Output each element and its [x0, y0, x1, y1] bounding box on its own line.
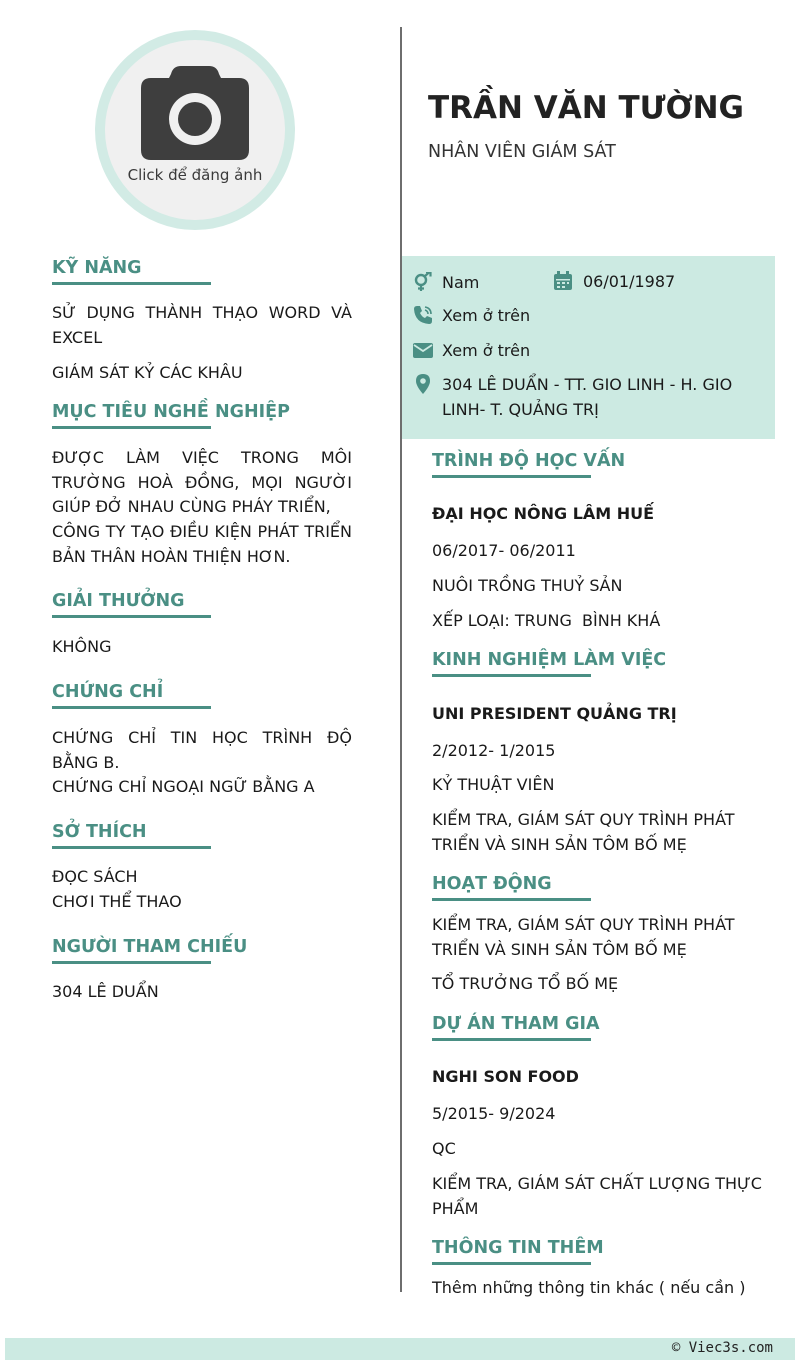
- objective-text: CÔNG TY TẠO ĐIỀU KIỆN PHÁT TRIỂN BẢN THÂN HOÀN THIỆN HƠN.: [52, 522, 352, 566]
- skill-item: SỬ DỤNG THÀNH THẠO WORD VÀ EXCEL: [52, 303, 352, 347]
- candidate-name: TRẦN VĂN TƯỜNG: [428, 90, 744, 126]
- objective-title: MỤC TIÊU NGHỀ NGHIỆP: [52, 402, 211, 429]
- avatar-upload[interactable]: [95, 30, 295, 230]
- education-title: TRÌNH ĐỘ HỌC VẤN: [432, 451, 591, 478]
- hobby-item: ĐỌC SÁCH: [52, 867, 138, 886]
- objective-text: ĐƯỢC LÀM VIỆC TRONG MÔI TRƯỜNG HOÀ ĐỒNG, MỌI NGƯỜI GIÚP ĐỞ NHAU CÙNG PHÁY TRIỂN,: [52, 448, 352, 516]
- contact-panel: [402, 256, 775, 439]
- hobby-item: CHƠI THỂ THAO: [52, 892, 182, 911]
- experience-role: KỶ THUẬT VIÊN: [432, 775, 555, 794]
- calendar-icon: [553, 271, 573, 291]
- references-title: NGƯỜI THAM CHIẾU: [52, 937, 211, 964]
- birthdate-value: 06/01/1987: [583, 272, 676, 291]
- education-major: NUÔI TRỒNG THUỶ SẢN: [432, 576, 623, 595]
- camera-icon: [141, 66, 249, 160]
- project-period: 5/2015- 9/2024: [432, 1104, 556, 1123]
- activities-title: HOẠT ĐỘNG: [432, 874, 591, 901]
- phone-value: Xem ở trên: [442, 306, 531, 325]
- experience-desc: KIỂM TRA, GIÁM SÁT QUY TRÌNH PHÁT TRIỂN VÀ SINH SẢN TÔM BỐ MẸ: [432, 810, 735, 854]
- projects-title: DỰ ÁN THAM GIA: [432, 1014, 591, 1041]
- phone-icon: [413, 305, 433, 325]
- activities-role: TỔ TRƯỞNG TỔ BỐ MẸ: [432, 974, 619, 993]
- certificate-item: CHỨNG CHỈ NGOẠI NGỮ BẰNG A: [52, 777, 315, 796]
- education-grade: XẾP LOẠI: TRUNG BÌNH KHÁ: [432, 611, 661, 630]
- avatar-upload-label: Click để đăng ảnh: [127, 166, 263, 184]
- awards-text: KHÔNG: [52, 637, 112, 656]
- hobbies-title: SỞ THÍCH: [52, 822, 211, 849]
- skills-title: KỸ NĂNG: [52, 258, 211, 285]
- experience-period: 2/2012- 1/2015: [432, 741, 556, 760]
- address-value: 304 LÊ DUẨN - TT. GIO LINH - H. GIO LINH- T. QUẢNG TRỊ: [442, 375, 733, 419]
- location-icon: [413, 374, 433, 394]
- experience-company: UNI PRESIDENT QUẢNG TRỊ: [432, 704, 677, 723]
- candidate-position: NHÂN VIÊN GIÁM SÁT: [428, 142, 616, 162]
- email-icon: [413, 340, 433, 360]
- activities-desc: KIỂM TRA, GIÁM SÁT QUY TRÌNH PHÁT TRIỂN VÀ SINH SẢN TÔM BỐ MẸ: [432, 915, 735, 959]
- email-value: Xem ở trên: [442, 341, 531, 360]
- awards-title: GIẢI THƯỞNG: [52, 591, 211, 618]
- gender-value: Nam: [442, 273, 480, 292]
- column-divider: [400, 27, 402, 1292]
- education-period: 06/2017- 06/2011: [432, 541, 576, 560]
- project-role: QC: [432, 1139, 456, 1158]
- footer-brand: © Viec3s.com: [671, 1340, 773, 1356]
- extra-info-title: THÔNG TIN THÊM: [432, 1238, 591, 1265]
- extra-info-text: Thêm những thông tin khác ( nếu cần ): [432, 1278, 746, 1297]
- references-text: 304 LÊ DUẨN: [52, 982, 159, 1001]
- project-company: NGHI SON FOOD: [432, 1067, 579, 1086]
- gender-icon: [413, 272, 433, 292]
- footer-bar: [5, 1338, 795, 1360]
- experience-title: KINH NGHIỆM LÀM VIỆC: [432, 650, 591, 677]
- skill-item: GIÁM SÁT KỶ CÁC KHÂU: [52, 363, 243, 382]
- education-school: ĐẠI HỌC NÔNG LÂM HUẾ: [432, 504, 655, 523]
- certificates-title: CHỨNG CHỈ: [52, 682, 211, 709]
- project-desc: KIỂM TRA, GIÁM SÁT CHẤT LƯỢNG THỰC PHẨM: [432, 1174, 762, 1218]
- certificate-item: CHỨNG CHỈ TIN HỌC TRÌNH ĐỘ BẰNG B.: [52, 728, 352, 772]
